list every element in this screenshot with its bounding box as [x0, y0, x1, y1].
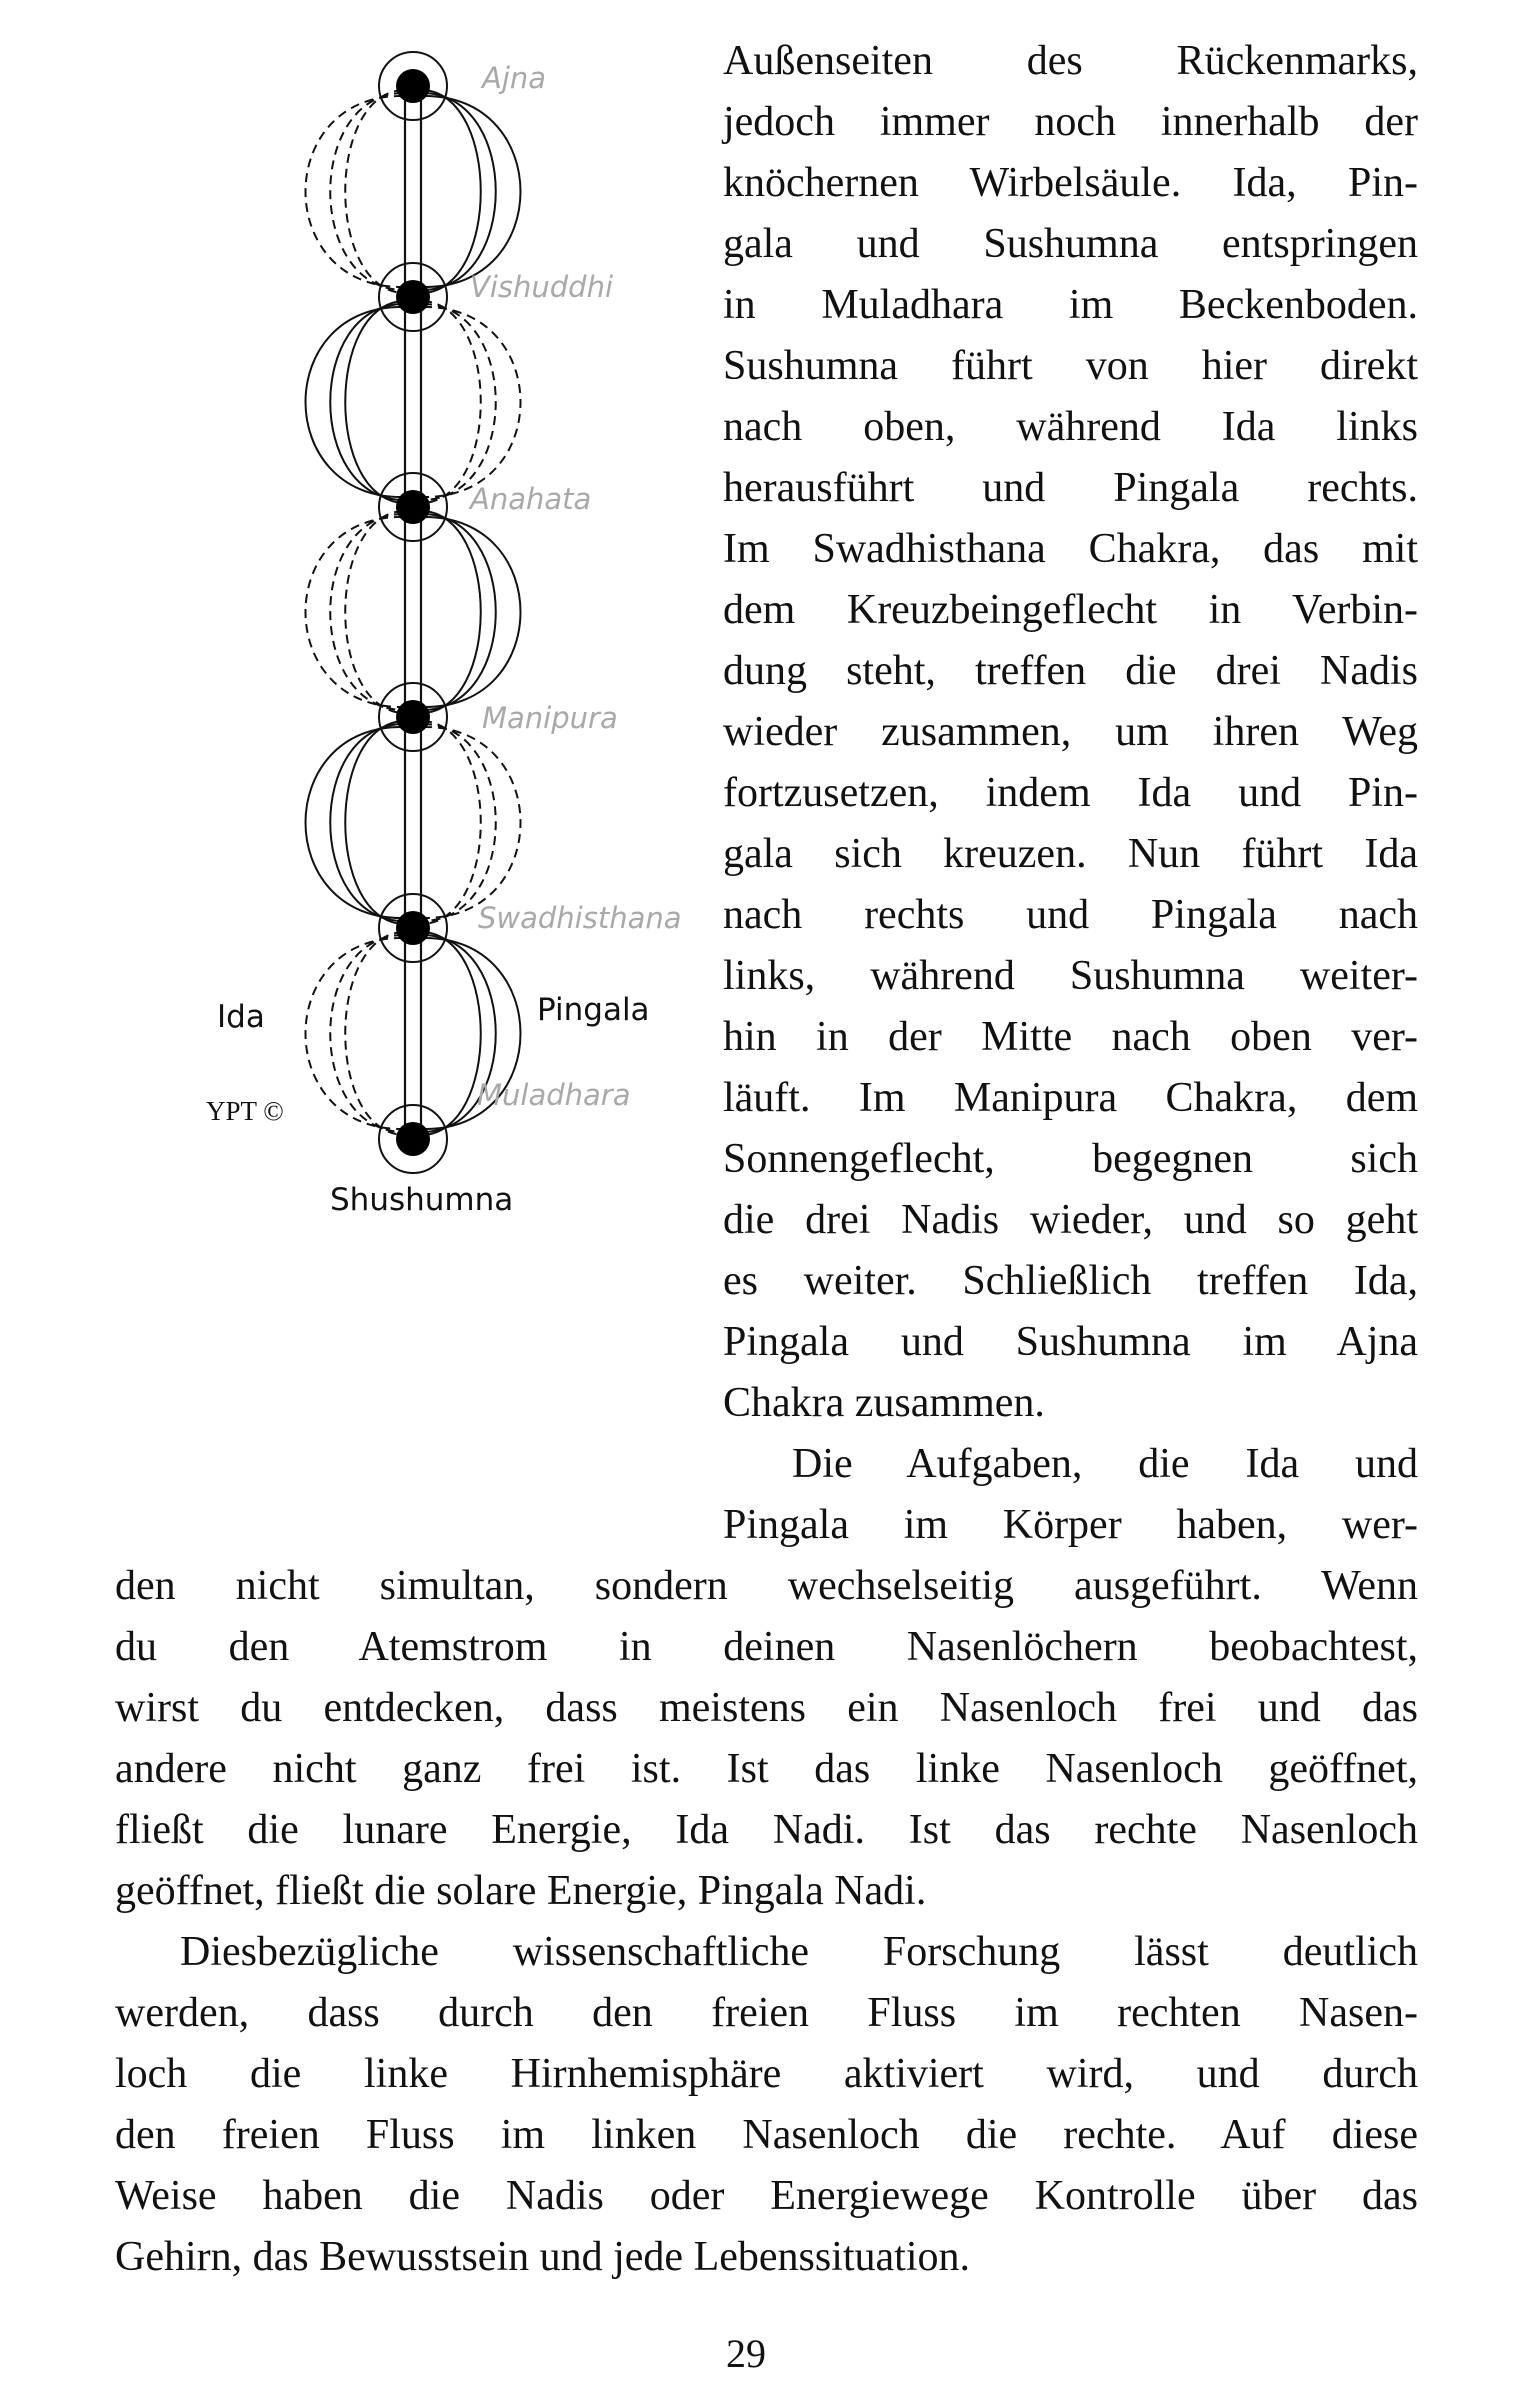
chakra-nodes [379, 52, 447, 1173]
text-line: Im Swadhisthana Chakra, das mit [723, 526, 1418, 572]
chakra-label-manipura: Manipura [482, 701, 618, 735]
text-line: loch die linke Hirnhemisphäre aktiviert wird, und durch [115, 2051, 1418, 2097]
ida-arc [345, 932, 403, 1135]
chakra-dot [396, 490, 430, 524]
chakra-dot [396, 280, 430, 314]
pingala-label: Pingala [537, 992, 650, 1028]
chakra-node-vishuddhi [379, 263, 447, 331]
chakra-dot [396, 911, 430, 945]
text-line: nach oben, während Ida links [723, 404, 1418, 450]
chakra-node-anahata [379, 473, 447, 541]
shushumna-label: Shushumna [330, 1182, 514, 1218]
text-line: geöffnet, fließt die solare Energie, Pingala Nadi. [115, 1868, 927, 1914]
pingala-arc [423, 511, 481, 713]
sushumna-spine [405, 86, 421, 1139]
text-line: Pingala und Sushumna im Ajna [723, 1319, 1418, 1365]
text-line: den nicht simultan, sondern wechselseitig ausgeführt. Wenn [115, 1563, 1418, 1609]
pingala-arc [423, 301, 481, 503]
pingala-arc [423, 307, 521, 497]
text-line: Die Aufgaben, die Ida und [792, 1441, 1418, 1487]
ida-arc [345, 301, 403, 503]
ida-arc [345, 90, 403, 293]
text-line: es weiter. Schließlich treffen Ida, [723, 1258, 1418, 1304]
text-line: Sushumna führt von hier direkt [723, 343, 1418, 389]
chakra-label-ajna: Ajna [482, 61, 547, 95]
pingala-arc [423, 93, 496, 290]
pingala-arc [423, 90, 481, 293]
text-line: herausführt und Pingala rechts. [723, 465, 1418, 511]
chakra-node-muladhara [379, 1105, 447, 1173]
text-line: Sonnengeflecht, begegnen sich [723, 1136, 1418, 1182]
pingala-arc [423, 517, 521, 707]
text-line: knöchernen Wirbelsäule. Ida, Pin- [723, 160, 1418, 206]
ida-label: Ida [217, 999, 265, 1035]
ida-arc [330, 514, 403, 710]
ida-arc [306, 307, 404, 497]
page-number: 29 [726, 2331, 766, 2376]
ida-arc [330, 724, 403, 921]
ida-arc [330, 935, 403, 1132]
chakra-dot [396, 69, 430, 103]
text-line: gala und Sushumna entspringen [723, 221, 1418, 267]
pingala-arc [423, 304, 496, 500]
ida-arc [345, 511, 403, 713]
text-line: den freien Fluss im linken Nasenloch die rechte. Auf diese [115, 2112, 1418, 2158]
text-line: fließt die lunare Energie, Ida Nadi. Ist das rechte Nasenloch [115, 1807, 1418, 1853]
text-line: jedoch immer noch innerhalb der [723, 99, 1418, 145]
chakra-dot [396, 700, 430, 734]
text-line: dung steht, treffen die drei Nadis [723, 648, 1418, 694]
ida-arc [345, 721, 403, 924]
text-line: Außenseiten des Rückenmarks, [723, 38, 1418, 84]
text-line: fortzusetzen, indem Ida und Pin- [723, 770, 1418, 816]
text-line: Weise haben die Nadis oder Energiewege Kontrolle über das [115, 2173, 1418, 2219]
text-line: die drei Nadis wieder, und so geht [723, 1197, 1418, 1243]
text-line: wieder zusammen, um ihren Weg [723, 709, 1418, 755]
pingala-arc [423, 724, 496, 921]
text-line: in Muladhara im Beckenboden. [723, 282, 1418, 328]
text-line: wirst du entdecken, dass meistens ein Nasenloch frei und das [115, 1685, 1418, 1731]
pingala-arc [423, 727, 521, 918]
chakra-label-anahata: Anahata [470, 482, 592, 516]
copyright-label: YPT © [206, 1096, 284, 1126]
text-line: gala sich kreuzen. Nun führt Ida [723, 831, 1418, 877]
ida-arc [330, 304, 403, 500]
text-line: Gehirn, das Bewusstsein und jede Lebenssituation. [115, 2234, 971, 2280]
text-line: andere nicht ganz frei ist. Ist das linke Nasenloch geöffnet, [115, 1746, 1418, 1792]
nadi-arcs [306, 90, 521, 1135]
text-line: nach rechts und Pingala nach [723, 892, 1418, 938]
text-line: links, während Sushumna weiter- [723, 953, 1418, 999]
chakra-labels [468, 61, 682, 1112]
pingala-arc [423, 721, 481, 924]
pingala-arc [423, 96, 521, 287]
chakra-node-ajna [379, 52, 447, 120]
chakra-node-manipura [379, 683, 447, 751]
text-line: läuft. Im Manipura Chakra, dem [723, 1075, 1418, 1121]
text-line: Chakra zusammen. [723, 1380, 1045, 1426]
chakra-dot [396, 1122, 430, 1156]
ida-arc [330, 93, 403, 290]
pingala-arc [423, 932, 481, 1135]
text-line: Pingala im Körper haben, wer- [723, 1502, 1418, 1548]
chakra-node-swadhisthana [379, 894, 447, 962]
pingala-arc [423, 514, 496, 710]
ida-arc [306, 96, 404, 287]
chakra-label-vishuddhi: Vishuddhi [470, 270, 614, 304]
chakra-label-muladhara: Muladhara [477, 1078, 631, 1112]
text-line: du den Atemstrom in deinen Nasenlöchern beobachtest, [115, 1624, 1418, 1670]
text-line: dem Kreuzbeingeflecht in Verbin- [723, 587, 1418, 633]
ida-arc [306, 727, 404, 918]
ida-arc [306, 938, 404, 1129]
chakra-label-swadhisthana: Swadhisthana [478, 901, 682, 935]
text-line: Diesbezügliche wissenschaftliche Forschung lässt deutlich [180, 1929, 1418, 1975]
text-line: hin in der Mitte nach oben ver- [723, 1014, 1418, 1060]
ida-arc [306, 517, 404, 707]
text-line: werden, dass durch den freien Fluss im rechten Nasen- [115, 1990, 1418, 2036]
